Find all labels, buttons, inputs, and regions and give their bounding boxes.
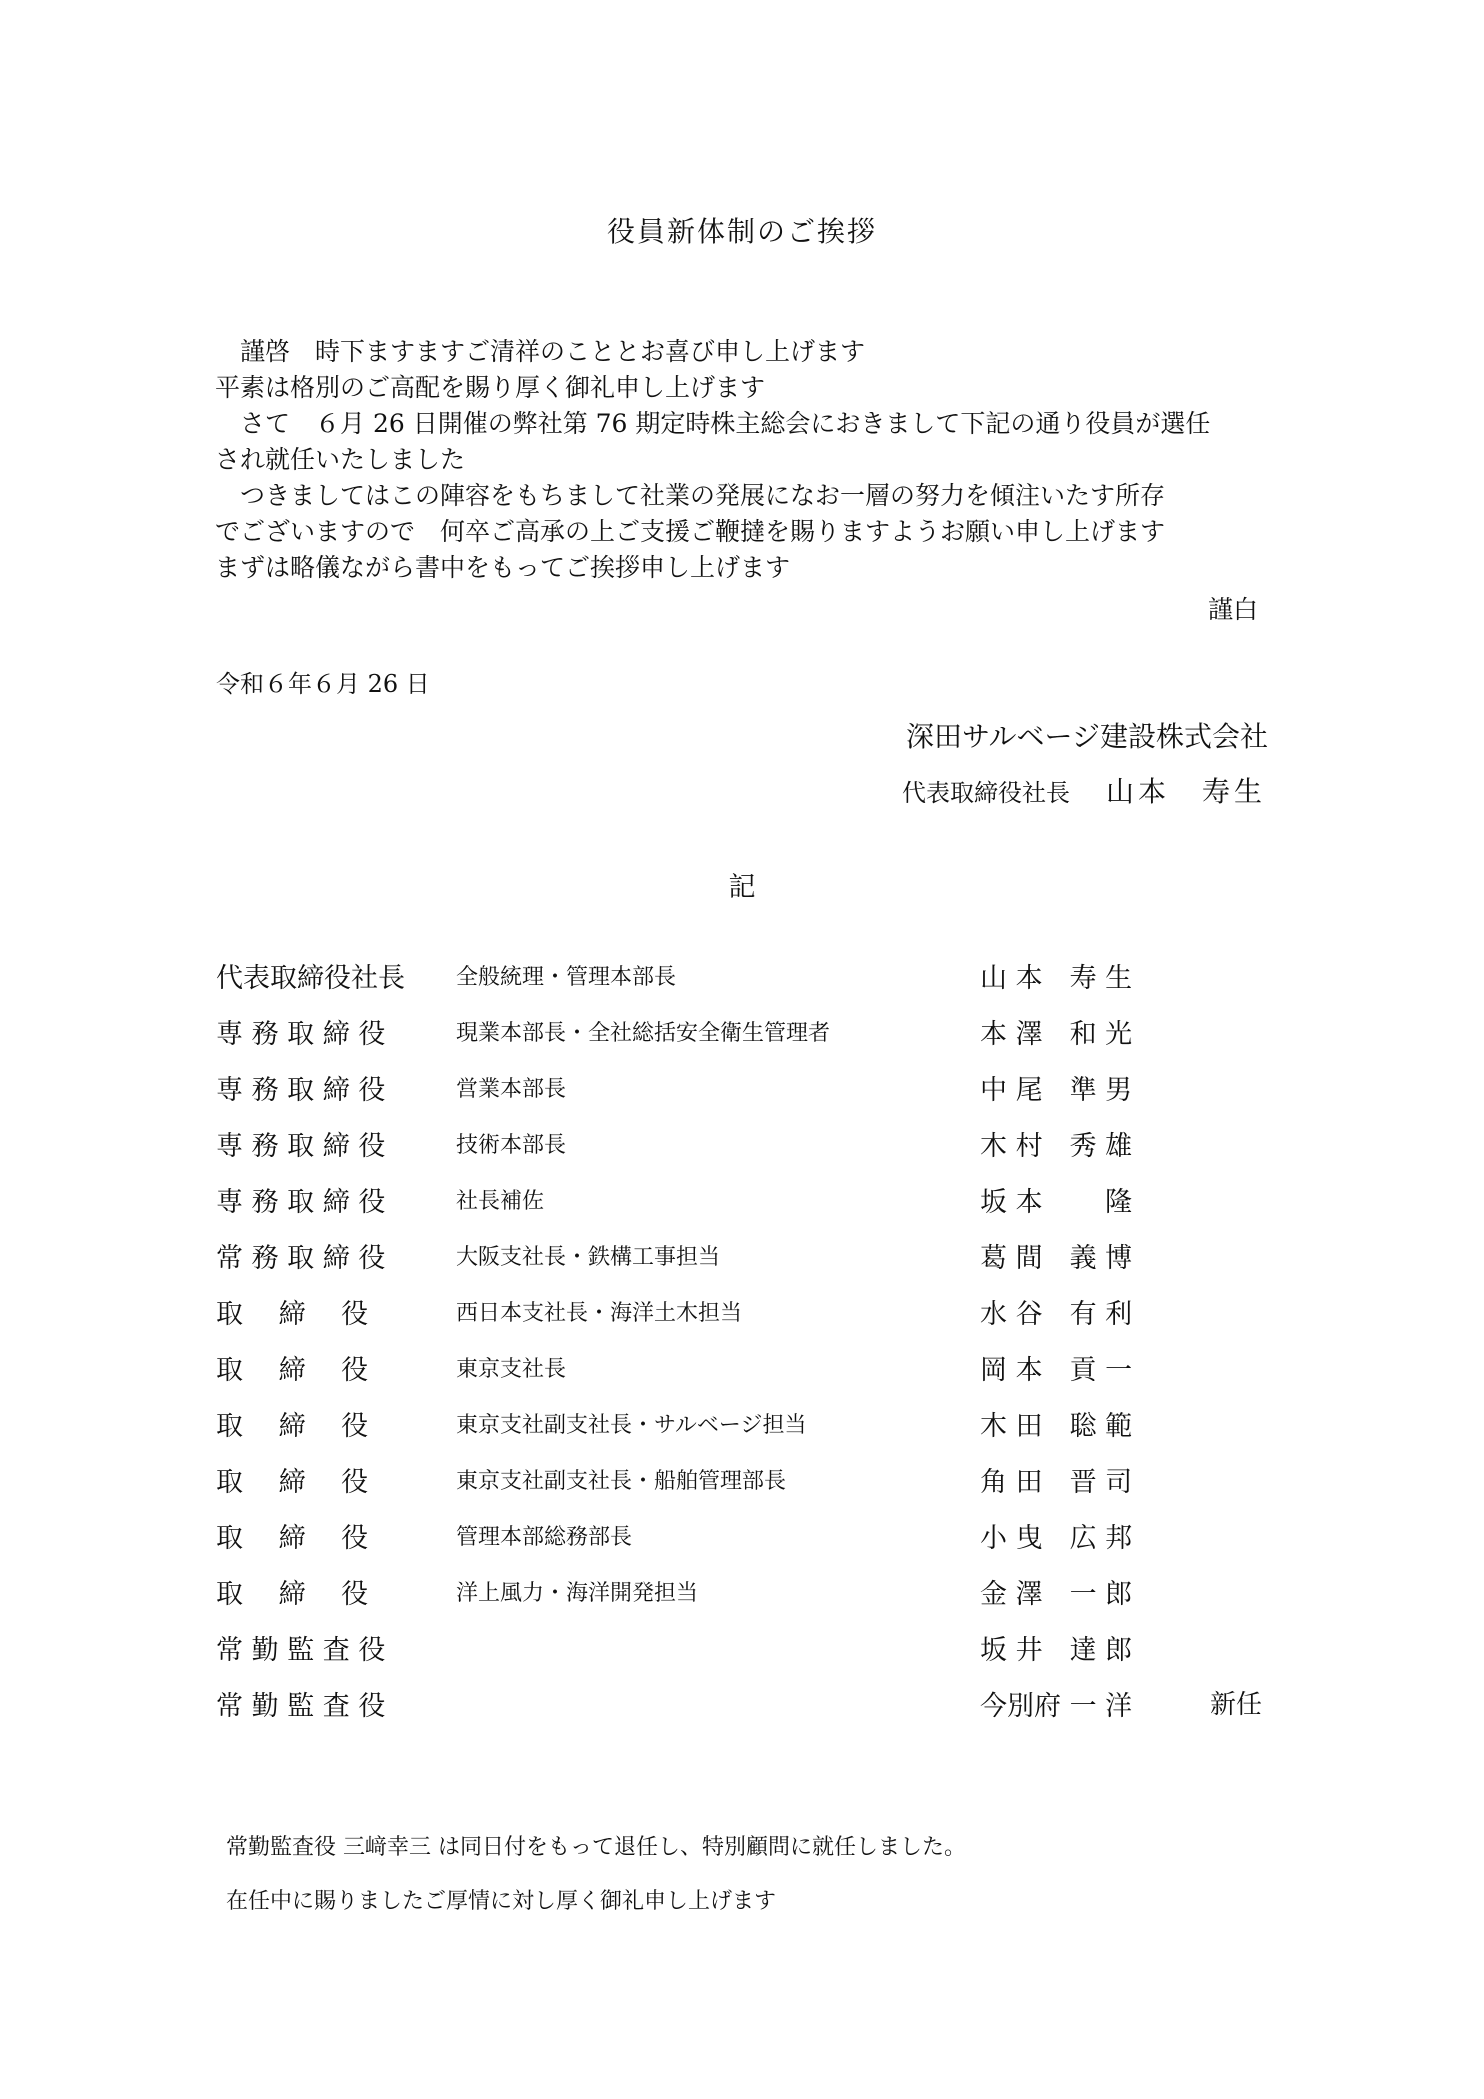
signer-name: 山本 寿生 — [1105, 775, 1266, 808]
officer-duty: 西日本支社長・海洋土木担当 — [456, 1301, 743, 1326]
greeting-line: 平素は格別のご高配を賜り厚く御礼申し上げます — [215, 373, 766, 402]
officer-duty: 全般統理・管理本部長 — [456, 965, 677, 990]
roster-row — [0, 1572, 1484, 1612]
officer-position: 取 締 役 — [216, 1523, 369, 1554]
officer-position: 代表取締役社長 — [216, 963, 405, 994]
officer-position: 専 務 取 締 役 — [216, 1019, 386, 1050]
officer-duty: 大阪支社長・鉄構工事担当 — [456, 1245, 721, 1270]
officer-name: 小 曳 広 邦 — [980, 1523, 1133, 1554]
thanks-note: 在任中に賜りましたご厚情に対し厚く御礼申し上げます — [226, 1889, 777, 1914]
roster-row — [0, 1460, 1484, 1500]
officer-position: 取 締 役 — [216, 1467, 369, 1498]
officer-name: 坂 本 隆 — [980, 1187, 1133, 1218]
roster-row — [0, 1236, 1484, 1276]
officer-position: 常 勤 監 査 役 — [216, 1691, 386, 1722]
roster-row — [0, 1516, 1484, 1556]
ki-heading: 記 — [728, 872, 756, 903]
roster-row — [0, 1404, 1484, 1444]
roster-row — [0, 1012, 1484, 1052]
officer-position: 専 務 取 締 役 — [216, 1075, 386, 1106]
document-title: 役員新体制のご挨拶 — [606, 215, 877, 248]
officer-duty: 管理本部総務部長 — [456, 1525, 633, 1550]
officer-name: 山 本 寿 生 — [980, 963, 1133, 994]
officer-name: 木 田 聡 範 — [980, 1411, 1133, 1442]
officer-name: 水 谷 有 利 — [980, 1299, 1133, 1330]
greeting-line: 謹啓 時下ますますご清祥のこととお喜び申し上げます — [215, 337, 866, 366]
officer-name: 角 田 晋 司 — [980, 1467, 1133, 1498]
greeting-line: さて ６月 26 日開催の弊社第 76 期定時株主総会におきまして下記の通り役員が選任 — [215, 409, 1211, 438]
officer-position: 取 締 役 — [216, 1411, 369, 1442]
officer-name: 坂 井 達 郎 — [980, 1635, 1133, 1666]
officer-name: 木 村 秀 雄 — [980, 1131, 1133, 1162]
roster-row — [0, 956, 1484, 996]
greeting-line: され就任いたしました — [215, 445, 466, 474]
officer-duty: 現業本部長・全社総括安全衛生管理者 — [456, 1021, 831, 1046]
issue-date: 令和６年６月 26 日 — [216, 670, 430, 698]
closing-word: 謹白 — [1207, 595, 1258, 624]
retirement-note: 常勤監査役 三﨑幸三 は同日付をもって退任し、特別顧問に就任しました。 — [226, 1835, 966, 1860]
officer-position: 取 締 役 — [216, 1355, 369, 1386]
roster-row — [0, 1124, 1484, 1164]
officer-name: 葛 間 義 博 — [980, 1243, 1133, 1274]
officer-position: 常 勤 監 査 役 — [216, 1635, 386, 1666]
officer-duty: 技術本部長 — [456, 1133, 567, 1158]
officer-position: 常 務 取 締 役 — [216, 1243, 386, 1274]
officer-name: 本 澤 和 光 — [980, 1019, 1133, 1050]
officer-position: 取 締 役 — [216, 1299, 369, 1330]
officer-duty: 東京支社副支社長・サルベージ担当 — [456, 1413, 807, 1438]
roster-row — [0, 1348, 1484, 1388]
officer-name: 今別府 一 洋 — [980, 1691, 1133, 1722]
officer-duty: 洋上風力・海洋開発担当 — [456, 1581, 699, 1606]
officer-note: 新任 — [1210, 1690, 1263, 1720]
officer-name: 中 尾 準 男 — [980, 1075, 1133, 1106]
roster-row — [0, 1628, 1484, 1668]
officer-name: 金 澤 一 郎 — [980, 1579, 1133, 1610]
roster-row — [0, 1180, 1484, 1220]
roster-row — [0, 1068, 1484, 1108]
officer-position: 専 務 取 締 役 — [216, 1187, 386, 1218]
officer-duty: 営業本部長 — [456, 1077, 567, 1102]
greeting-line: でございますので 何卒ご高承の上ご支援ご鞭撻を賜りますようお願い申し上げます — [215, 517, 1166, 546]
officer-duty: 東京支社長 — [456, 1357, 567, 1382]
roster-row — [0, 1684, 1484, 1724]
officer-duty: 社長補佐 — [456, 1189, 545, 1214]
signer — [902, 770, 1266, 810]
officer-position: 取 締 役 — [216, 1579, 369, 1610]
officer-name: 岡 本 貢 一 — [980, 1355, 1133, 1386]
officer-position: 専 務 取 締 役 — [216, 1131, 386, 1162]
officer-duty: 東京支社副支社長・船舶管理部長 — [456, 1469, 787, 1494]
greeting-line: まずは略儀ながら書中をもってご挨拶申し上げます — [215, 553, 791, 582]
greeting-line: つきましてはこの陣容をもちまして社業の発展になお一層の努力を傾注いたす所存 — [215, 481, 1166, 510]
signer-role: 代表取締役社長 — [901, 779, 1070, 807]
roster-row — [0, 1292, 1484, 1332]
company-name: 深田サルベージ建設株式会社 — [905, 720, 1268, 753]
